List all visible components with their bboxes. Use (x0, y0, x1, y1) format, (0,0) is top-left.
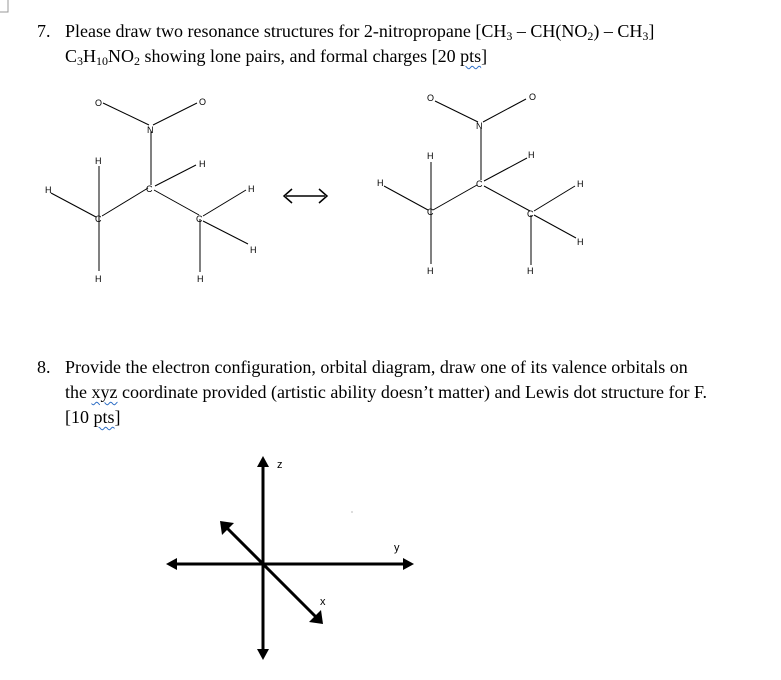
atom-h5: H (577, 237, 584, 247)
atom-h6: H (427, 266, 434, 276)
spellcheck-xyz: xyz (91, 382, 118, 402)
atom-o1: O (427, 93, 435, 103)
atom-h1: H (427, 151, 434, 161)
atom-h6: H (95, 274, 102, 284)
atom-h2: H (528, 150, 535, 160)
x-axis-line (226, 527, 317, 618)
question-8-line-2: the xyz coordinate provided (artistic ability doesn’t matter) and Lewis dot structure for F. (65, 382, 708, 402)
atom-n: N (476, 121, 483, 131)
atom-o2: O (199, 97, 207, 107)
atom-c3: C (196, 214, 203, 224)
atom-h3: H (377, 178, 384, 188)
question-7-line-1: Please draw two resonance structures for 2-nitropropane $[CH_3 - CH(NO_2) - CH_3]$ (65, 21, 655, 43)
atom-c3: C (527, 209, 534, 219)
question-8-line-3: [10 pts] (65, 407, 121, 427)
spellcheck-pts: pts (93, 407, 115, 427)
y-axis-arrowhead-right (403, 558, 414, 570)
atom-n: N (147, 125, 154, 135)
atom-c2: C (146, 184, 153, 194)
atom-h1: H (95, 156, 102, 166)
question-8-line-1: Provide the electron configuration, orbital diagram, draw one of its valence orbitals on (65, 357, 688, 377)
question-7-line-2: $C_3H_{10}NO_2$ showing lone pairs, and formal charges [20 pts] (65, 46, 488, 68)
z-axis-arrowhead-bottom (257, 649, 269, 660)
atom-h7: H (527, 266, 534, 276)
atom-c1: C (95, 214, 102, 224)
atom-o1: O (95, 98, 103, 108)
y-axis-label: y (394, 542, 400, 554)
atom-c2: C (476, 179, 483, 189)
question-8-number: 8. (37, 357, 51, 377)
atom-h4: H (248, 184, 255, 194)
atom-h2: H (199, 159, 206, 169)
atom-o2: O (529, 92, 537, 102)
x-axis-label: x (320, 596, 326, 608)
stray-dot (351, 511, 352, 512)
atom-c1: C (427, 207, 434, 217)
atom-h4: H (577, 179, 584, 189)
atom-h5: H (250, 245, 257, 255)
question-7-number: 7. (37, 21, 51, 41)
atom-h3: H (45, 185, 52, 195)
z-axis-label: z (277, 459, 283, 471)
atom-h7: H (197, 274, 204, 284)
y-axis-arrowhead-left (166, 558, 177, 570)
spellcheck-pts: pts (460, 46, 482, 66)
z-axis-arrowhead-top (257, 456, 269, 467)
